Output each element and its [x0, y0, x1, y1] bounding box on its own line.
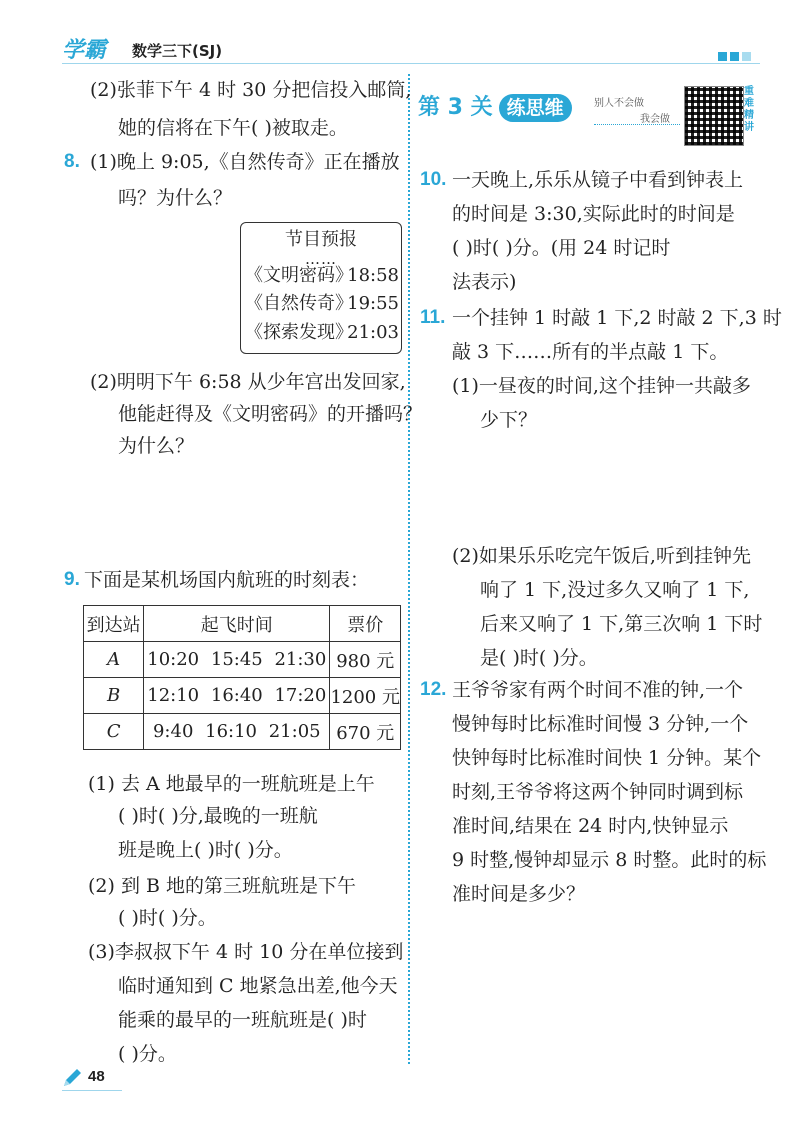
q9-3-line1: (3)李叔叔下午 4 时 10 分在单位接到	[88, 941, 404, 963]
q10-line2: 的时间是 3:30,实际此时的时间是	[452, 203, 735, 225]
q8-2-line2: 他能赶得及《文明密码》的开播吗？	[118, 403, 423, 425]
program-name: 《自然传奇》	[245, 293, 353, 314]
q8-1-line2: 吗？为什么？	[118, 187, 233, 209]
book-title: 数学三下(SJ)	[132, 42, 223, 60]
q12-line4: 时刻,王爷爷将这两个钟同时调到标	[452, 781, 744, 803]
header-rule	[62, 63, 760, 64]
q12-line5: 准时间,结果在 24 时内,快钟显示	[452, 815, 729, 837]
station-cell: C	[84, 714, 144, 750]
program-time: 19:55	[347, 293, 399, 314]
q12-line3: 快钟每时比标准时间快 1 分钟。某个	[452, 747, 762, 769]
price-cell: 980 元	[330, 642, 401, 678]
q11-2-line1: (2)如果乐乐吃完午饭后,听到挂钟先	[452, 545, 751, 567]
level-number: 第 3 关	[418, 95, 493, 120]
level-slogan-1: 别人不会做	[594, 98, 644, 109]
footer-rule	[62, 1090, 122, 1091]
program-title: 节目预报	[285, 229, 357, 250]
program-row	[245, 320, 399, 346]
program-name: 《文明密码》	[245, 265, 353, 286]
q9-number: 9.	[64, 569, 80, 590]
q11-2-line2: 响了 1 下,没过多久又响了 1 下,	[480, 579, 750, 601]
table-row	[84, 714, 401, 750]
q9-3-line2: 临时通知到 C 地紧急出差,他今天	[118, 975, 398, 997]
program-time: 18:58	[347, 265, 399, 286]
program-time: 21:03	[347, 322, 399, 343]
times-cell: 12:10 16:40 17:20	[144, 678, 330, 714]
q10-line3: ( )时( )分。(用 24 时记时	[452, 237, 671, 259]
page-number: 48	[88, 1068, 105, 1085]
q8-1-line1: (1)晚上 9:05,《自然传奇》正在播放	[90, 151, 400, 173]
q9-1-line2: ( )时( )分,最晚的一班航	[118, 805, 318, 827]
logo-text: 学霸	[62, 38, 107, 63]
times-cell: 10:20 15:45 21:30	[144, 642, 330, 678]
pencil-icon	[62, 1068, 84, 1092]
q9-intro: 下面是某机场国内航班的时刻表：	[84, 569, 370, 591]
qr-code-icon	[684, 86, 744, 146]
qr-label: 重难精讲	[744, 86, 754, 133]
q9-3-line3: 能乘的最早的一班航班是( )时	[118, 1009, 367, 1031]
q9-3-line4: ( )分。	[118, 1043, 177, 1065]
logo	[62, 33, 120, 61]
q10-line4: 法表示)	[452, 271, 517, 293]
q9-1-line3: 班是晚上( )时( )分。	[118, 839, 293, 861]
q7-2-line1: (2)张菲下午 4 时 30 分把信投入邮筒,	[90, 79, 412, 101]
q11-2-line4: 是( )时( )分。	[480, 647, 598, 669]
q9-2-line1: (2) 到 B 地的第三班航班是下午	[88, 875, 356, 897]
q11-line2: 敲 3 下……所有的半点敲 1 下。	[452, 341, 729, 363]
q8-2-line1: (2)明明下午 6:58 从少年宫出发回家,	[90, 371, 406, 393]
q10-number: 10.	[420, 169, 447, 190]
program-row	[245, 263, 399, 289]
q9-1-line1: (1) 去 A 地最早的一班航班是上午	[88, 773, 375, 795]
q12-line6: 9 时整,慢钟却显示 8 时整。此时的标	[452, 849, 767, 871]
price-cell: 1200 元	[330, 678, 401, 714]
program-dots: ……	[305, 250, 337, 268]
q12-line1: 王爷爷家有两个时间不准的钟,一个	[452, 679, 744, 701]
header-times: 起飞时间	[144, 606, 330, 642]
q11-number: 11.	[420, 307, 446, 328]
station-cell: A	[84, 642, 144, 678]
q11-1-line2: 少下？	[480, 409, 538, 431]
program-schedule-box	[240, 222, 402, 354]
q12-number: 12.	[420, 679, 447, 700]
q11-line1: 一个挂钟 1 时敲 1 下,2 时敲 2 下,3 时	[452, 307, 782, 329]
table-row	[84, 642, 401, 678]
times-cell: 9:40 16:10 21:05	[144, 714, 330, 750]
q8-number: 8.	[64, 151, 80, 172]
program-row	[245, 291, 399, 317]
price-cell: 670 元	[330, 714, 401, 750]
q10-line1: 一天晚上,乐乐从镜子中看到钟表上	[452, 169, 744, 191]
table-row	[84, 678, 401, 714]
q12-line2: 慢钟每时比标准时间慢 3 分钟,一个	[452, 713, 749, 735]
level-tag: 练思维	[499, 94, 572, 122]
q7-2-line2: 她的信将在下午( )被取走。	[118, 117, 348, 139]
level-underline	[594, 124, 680, 125]
station-cell: B	[84, 678, 144, 714]
q12-line7: 准时间是多少？	[452, 883, 586, 905]
column-divider	[408, 74, 410, 1064]
level-slogan-2: 我会做	[640, 114, 670, 125]
q9-2-line2: ( )时( )分。	[118, 907, 217, 929]
header-price: 票价	[330, 606, 401, 642]
program-name: 《探索发现》	[245, 322, 353, 343]
table-header-row	[84, 606, 401, 642]
header-station: 到达站	[84, 606, 144, 642]
flight-schedule-table	[83, 605, 401, 750]
level-banner	[418, 90, 572, 122]
q11-2-line3: 后来又响了 1 下,第三次响 1 下时	[480, 613, 763, 635]
q8-2-line3: 为什么？	[118, 435, 195, 457]
q11-1-line1: (1)一昼夜的时间,这个挂钟一共敲多	[452, 375, 751, 397]
